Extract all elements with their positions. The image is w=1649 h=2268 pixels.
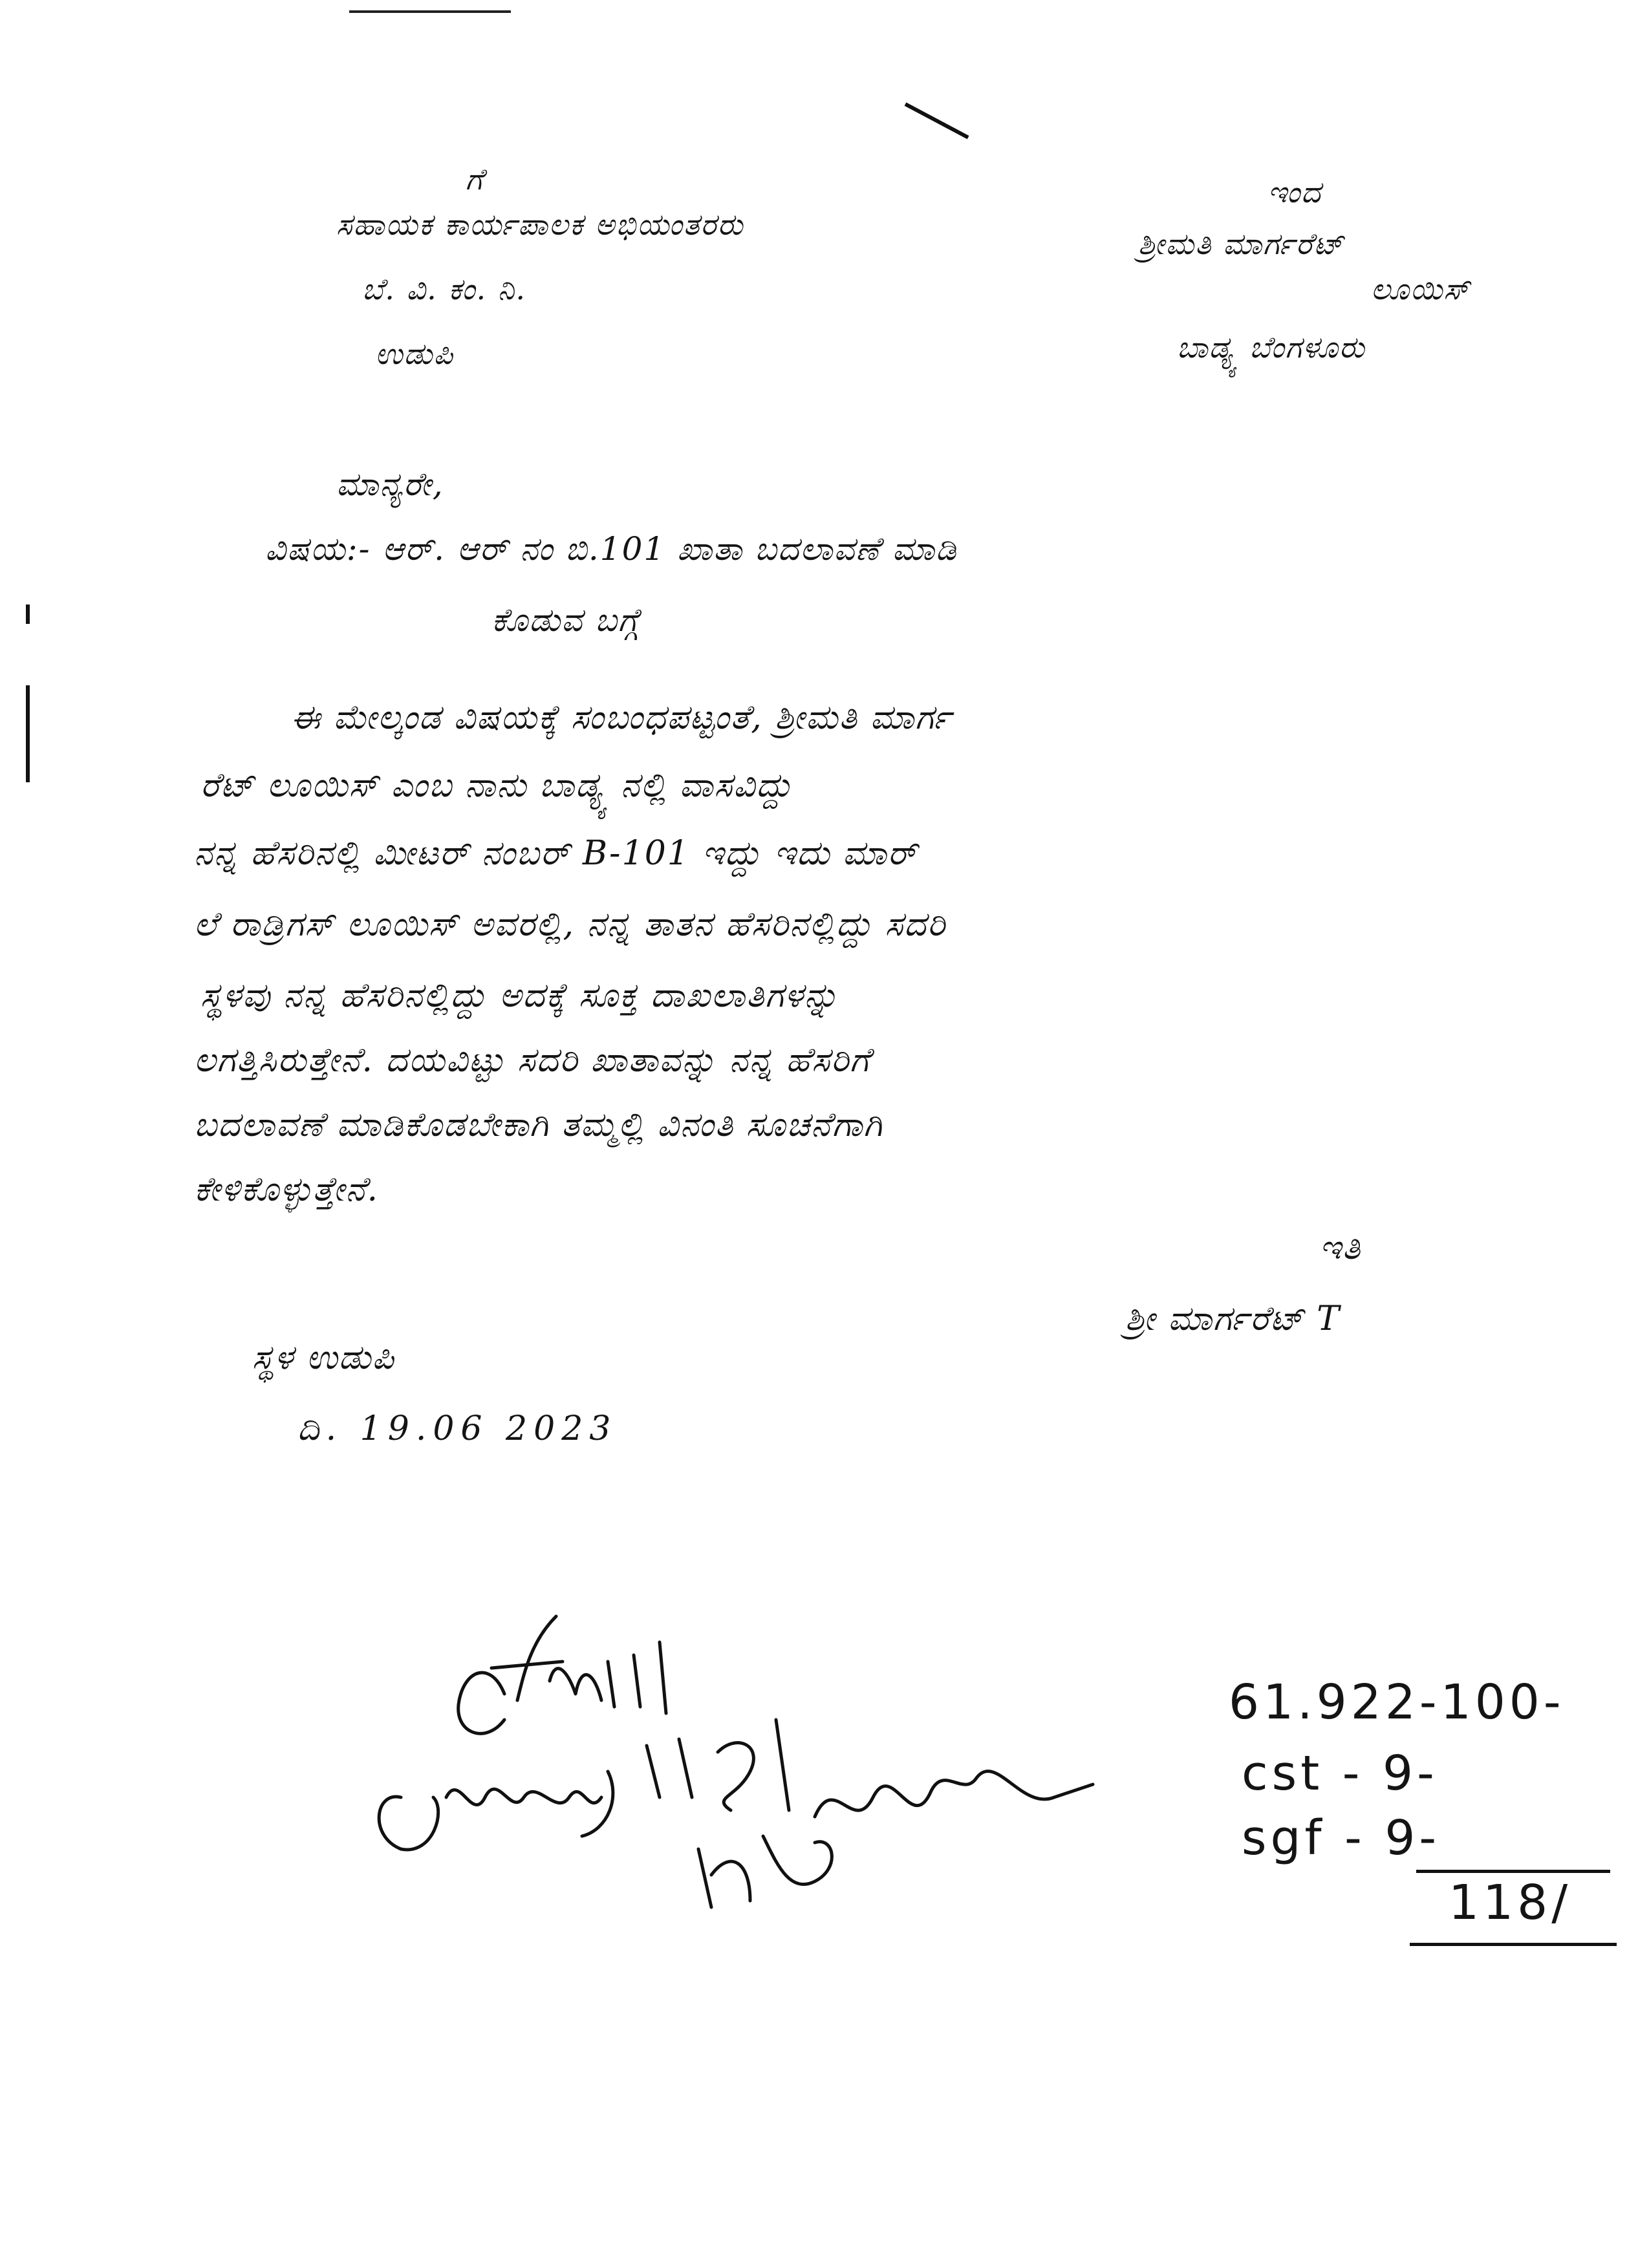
calc-line: cst - 9- <box>1242 1746 1438 1801</box>
body-line: ಸ್ಥಳವು ನನ್ನ ಹೆಸರಿನಲ್ಲಿದ್ದು ಅದಕ್ಕೆ ಸೂಕ್ತ ದಾಖಲಾತಿಗಳನ್ನು <box>200 976 840 1015</box>
body-line: ಬದಲಾವಣೆ ಮಾಡಿಕೊಡಬೇಕಾಗಿ ತಮ್ಮಲ್ಲಿ ವಿನಂತಿ ಸೂಚನೆಗಾಗಿ <box>194 1106 883 1144</box>
signature-name: ಶ್ರೀ ಮಾರ್ಗರೆಟ್ T <box>1125 1300 1341 1338</box>
to-salutation: ಗೆ <box>466 162 484 197</box>
recipient-line: ಸಹಾಯಕ ಕಾರ್ಯಪಾಲಕ ಅಭಿಯಂತರರು <box>336 207 744 242</box>
body-line: ಲಗತ್ತಿಸಿರುತ್ತೇನೆ. ದಯವಿಟ್ಟು ಸದರಿ ಖಾತಾವನ್ನು ನನ್ನ ಹೆಸರಿಗೆ <box>194 1041 871 1080</box>
subject-line: ಕೊಡುವ ಬಗ್ಗೆ <box>491 601 640 639</box>
calc-line: sgf - 9- <box>1242 1810 1441 1866</box>
pen-tick-mark <box>905 102 969 139</box>
sender-line: ಲೂಯಿಸ್ <box>1371 272 1471 306</box>
body-line: ರೆಟ್ ಲೂಯಿಸ್ ಎಂಬ ನಾನು ಬಾಡ್ಯ್ಯ ನಲ್ಲಿ ವಾಸವಿದ್ದು <box>200 766 793 805</box>
closing: ಇತಿ <box>1319 1228 1362 1267</box>
calc-line: 61.922-100- <box>1229 1674 1565 1730</box>
scan-edge-mark <box>26 604 30 624</box>
sender-line: ಬಾಡ್ಯ್ಯ ಬೆಂಗಳೂರು <box>1177 330 1366 365</box>
greeting: ಮಾನ್ಯರೇ, <box>336 465 444 503</box>
body-line: ಈ ಮೇಲ್ಕಂಡ ವಿಷಯಕ್ಕೆ ಸಂಬಂಧಪಟ್ಟಂತೆ, ಶ್ರೀಮತಿ ಮಾರ್ಗ <box>291 698 953 737</box>
body-line: ನನ್ನ ಹೆಸರಿನಲ್ಲಿ ಮೀಟರ್ ನಂಬರ್ B-101 ಇದ್ದು ಇದು ಮಾರ್ <box>194 834 918 873</box>
scan-top-rule <box>349 10 511 13</box>
calc-underline <box>1410 1943 1617 1946</box>
from-salutation: ಇಂದ <box>1267 175 1322 209</box>
body-line: ಕೇಳಿಕೊಳ್ಳುತ್ತೇನೆ. <box>194 1170 380 1209</box>
recipient-line: ಬೆ. ವಿ. ಕಂ. ನಿ. <box>362 272 526 306</box>
recipient-line: ಉಡುಪಿ <box>375 336 455 371</box>
calc-total: 118/ <box>1449 1875 1572 1931</box>
place-line: ಸ್ಥಳ ಉಡುಪಿ <box>252 1338 395 1377</box>
handwritten-signature <box>362 1603 1151 1946</box>
date-line: ದಿ. 19.06 2023 <box>297 1409 618 1448</box>
body-line: ಲೆ ರಾಡ್ರಿಗಸ್ ಲೂಯಿಸ್ ಅವರಲ್ಲಿ, ನನ್ನ ತಾತನ ಹೆಸರಿನಲ್ಲಿದ್ದು ಸದರಿ <box>194 905 947 944</box>
subject-line: ವಿಷಯ:- ಆರ್. ಆರ್ ನಂ ಬಿ.101 ಖಾತಾ ಬದಲಾವಣೆ ಮಾಡಿ <box>265 530 958 568</box>
scan-edge-mark <box>26 685 30 782</box>
sender-line: ಶ್ರೀಮತಿ ಮಾರ್ಗರೆಟ್ <box>1138 226 1345 261</box>
calc-underline <box>1416 1870 1610 1873</box>
